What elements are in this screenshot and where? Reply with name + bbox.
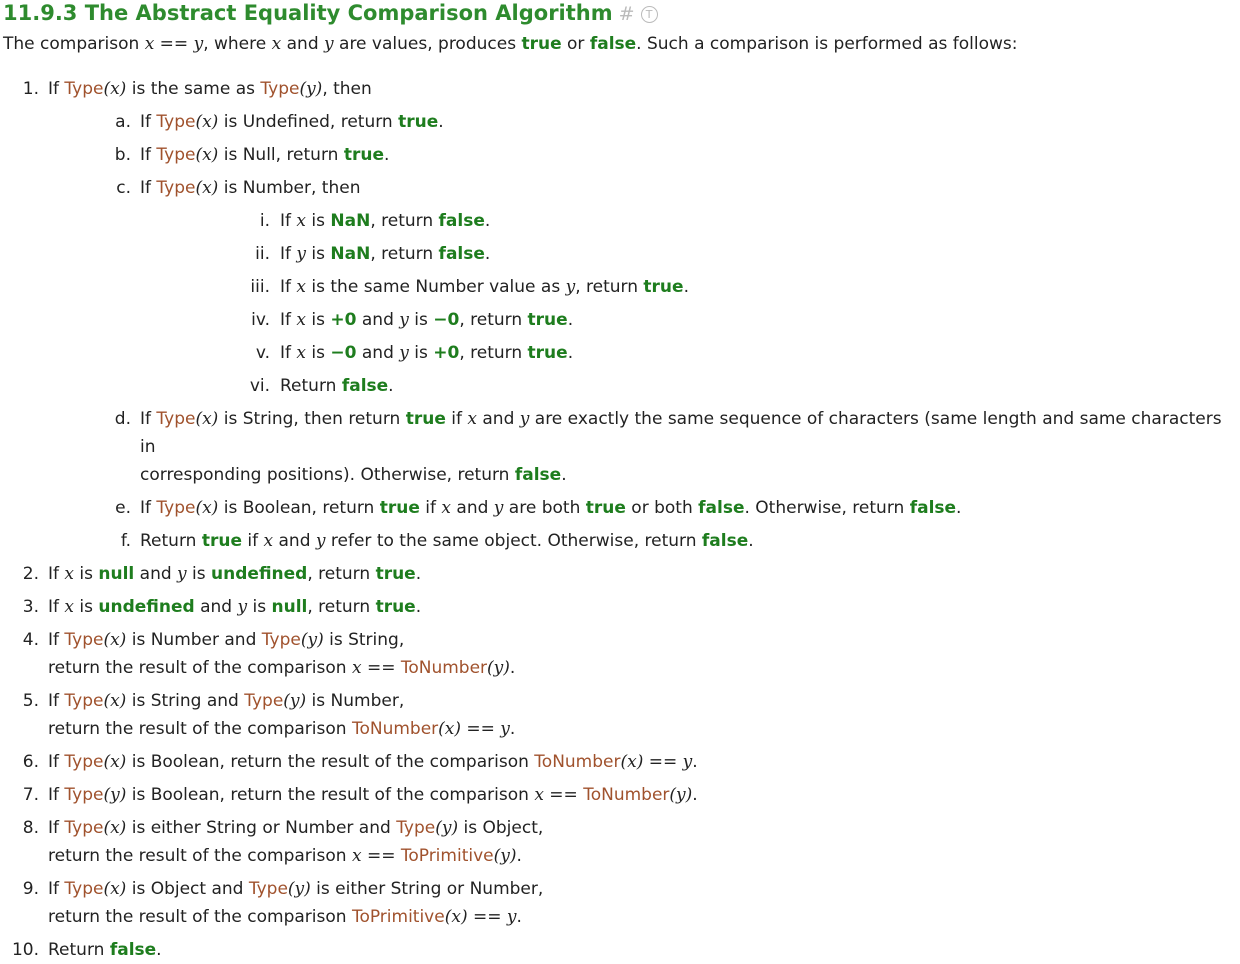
text: == <box>461 719 501 739</box>
text: If <box>140 112 157 132</box>
step-10 <box>3 936 1236 964</box>
step-marker: ii. <box>255 244 270 264</box>
variable: y <box>177 564 187 584</box>
text: are both <box>503 498 586 518</box>
step-text <box>48 814 1236 842</box>
variable: x <box>64 564 74 584</box>
step-marker: e. <box>115 498 131 518</box>
variable: x <box>64 597 74 617</box>
text: If <box>48 691 65 711</box>
type-link[interactable]: Type <box>260 79 300 99</box>
tonumber-link[interactable]: ToNumber <box>351 719 439 739</box>
variable: y <box>399 310 409 330</box>
keyword: false <box>698 498 745 518</box>
step-8 <box>3 814 1236 870</box>
step-marker: a. <box>115 112 131 132</box>
step-number: 6. <box>22 752 39 772</box>
step-4 <box>3 626 1236 682</box>
text: If <box>48 785 65 805</box>
variable: x <box>441 498 451 518</box>
step-text <box>280 306 1236 334</box>
variable: (x) <box>195 112 219 132</box>
step-text <box>48 936 1236 964</box>
step-text-continued <box>48 654 1236 682</box>
text: is the same as <box>126 79 261 99</box>
text: is String, <box>323 630 405 650</box>
keyword: true <box>375 597 416 617</box>
text: is Boolean, return <box>218 498 380 518</box>
text: is <box>306 211 331 231</box>
text: is Number, <box>306 691 405 711</box>
step-number: 8. <box>22 818 39 838</box>
step-1c-vi <box>140 372 1236 400</box>
text: is Number, then <box>218 178 361 198</box>
step-number: 7. <box>22 785 39 805</box>
step-marker: iv. <box>251 310 270 330</box>
text: Return <box>280 376 342 396</box>
keyword: true <box>643 277 684 297</box>
keyword: false <box>341 376 389 396</box>
text: If <box>140 498 157 518</box>
step-text-continued <box>48 903 1236 931</box>
variable: (x) <box>103 79 127 99</box>
step-marker: b. <box>114 145 131 165</box>
text: is Object and <box>126 879 249 899</box>
text: . <box>509 658 516 678</box>
step-text <box>280 339 1236 367</box>
keyword: null <box>271 597 308 617</box>
text: is <box>306 310 331 330</box>
step-1d <box>48 405 1236 489</box>
text: and <box>476 409 520 429</box>
variable: y <box>682 752 693 772</box>
text: is String and <box>126 691 245 711</box>
step-text <box>48 687 1236 715</box>
text: . Such a comparison is performed as follows: <box>636 34 1018 54</box>
var-y: y <box>193 34 204 54</box>
keyword: true <box>405 409 446 429</box>
step-3 <box>3 593 1236 621</box>
text: . <box>516 907 522 927</box>
text: . <box>692 785 698 805</box>
type-link[interactable]: Type <box>156 498 196 518</box>
variable: x <box>467 409 477 429</box>
variable: (y) <box>493 846 517 866</box>
keyword: null <box>98 564 135 584</box>
text: If <box>48 564 65 584</box>
text: . <box>956 498 962 518</box>
text: , return <box>575 277 644 297</box>
variable: (x) <box>103 818 127 838</box>
keyword: true <box>527 310 568 330</box>
step-6 <box>3 748 1236 776</box>
text: , then <box>322 79 372 99</box>
substeps-1c <box>140 207 1236 400</box>
text: . <box>567 343 574 363</box>
step-number: 9. <box>22 879 39 899</box>
step-marker: iii. <box>250 277 270 297</box>
text: and <box>273 531 316 551</box>
text: . <box>516 846 522 866</box>
text: , return <box>459 310 528 330</box>
step-text <box>48 748 1236 776</box>
variable: y <box>500 719 510 739</box>
text: If <box>140 145 157 165</box>
text: . <box>384 145 390 165</box>
text: if <box>419 498 442 518</box>
step-9 <box>3 875 1236 931</box>
step-text <box>48 626 1236 654</box>
variable: y <box>519 409 530 429</box>
step-text <box>48 781 1236 809</box>
text: is <box>408 310 434 330</box>
keyword: true <box>585 498 626 518</box>
step-1c-i <box>140 207 1236 235</box>
variable: (x) <box>195 498 219 518</box>
step-text <box>140 141 1236 169</box>
text: Return <box>48 940 110 960</box>
variable: (y) <box>299 79 323 99</box>
step-1a <box>48 108 1236 136</box>
text: . <box>415 564 422 584</box>
text: refer to the same object. Otherwise, return <box>325 531 702 551</box>
keyword: −0 <box>330 343 357 363</box>
text: If <box>280 211 297 231</box>
variable: y <box>315 531 326 551</box>
step-marker: f. <box>120 531 131 551</box>
keyword: +0 <box>433 343 460 363</box>
text: . <box>484 211 491 231</box>
step-5 <box>3 687 1236 743</box>
step-marker: vi. <box>249 376 270 396</box>
text: and <box>281 34 325 54</box>
text: is <box>247 597 272 617</box>
text: . <box>567 310 574 330</box>
keyword: false <box>109 940 157 960</box>
variable: y <box>296 244 307 264</box>
text: return the result of the comparison <box>48 658 352 678</box>
type-link[interactable]: Type <box>156 178 196 198</box>
text: . <box>438 112 444 132</box>
text: or <box>561 34 590 54</box>
keyword: −0 <box>433 310 460 330</box>
keyword: false <box>514 465 562 485</box>
text: Return <box>140 531 202 551</box>
variable: y <box>506 907 517 927</box>
text: If <box>280 343 297 363</box>
var-x: x <box>144 34 155 54</box>
text: If <box>140 409 157 429</box>
step-number: 10. <box>11 940 39 960</box>
variable: y <box>493 498 504 518</box>
text: . <box>683 277 689 297</box>
text: . <box>484 244 491 264</box>
type-link[interactable]: Type <box>396 818 436 838</box>
type-link[interactable]: Type <box>248 879 288 899</box>
variable: (x) <box>195 409 219 429</box>
step-number: 4. <box>22 630 39 650</box>
text: is Boolean, return the result of the comparison <box>126 752 535 772</box>
keyword: true <box>375 564 416 584</box>
text: , return <box>307 564 376 584</box>
variable: (x) <box>620 752 644 772</box>
text: are exactly the same sequence of characters (same length and same characters in <box>140 409 1222 457</box>
text: == <box>361 846 401 866</box>
type-link[interactable]: Type <box>261 630 301 650</box>
section-heading <box>3 0 1236 26</box>
step-text <box>140 494 1236 522</box>
type-link[interactable]: Type <box>64 752 104 772</box>
keyword: true <box>201 531 242 551</box>
keyword: +0 <box>330 310 357 330</box>
text: If <box>280 310 297 330</box>
variable: (y) <box>300 630 324 650</box>
text: is Null, return <box>218 145 344 165</box>
step-marker: d. <box>114 409 131 429</box>
tonumber-link[interactable]: ToNumber <box>400 658 488 678</box>
step-text <box>280 240 1236 268</box>
variable: (y) <box>435 818 459 838</box>
text: , return <box>370 244 439 264</box>
keyword: true <box>527 343 568 363</box>
text: . <box>509 719 516 739</box>
step-text <box>48 75 1236 103</box>
text: is <box>408 343 434 363</box>
text: If <box>48 79 65 99</box>
step-1 <box>3 75 1236 555</box>
variable: y <box>399 343 409 363</box>
text: is Boolean, return the result of the comparison <box>126 785 535 805</box>
variable: (x) <box>438 719 461 739</box>
text: is either String or Number, <box>310 879 544 899</box>
step-1c-iv <box>140 306 1236 334</box>
type-link[interactable]: Type <box>64 79 104 99</box>
step-1e <box>48 494 1236 522</box>
text: and <box>356 310 400 330</box>
var-x: x <box>271 34 282 54</box>
step-number: 5. <box>22 691 39 711</box>
variable: x <box>296 277 306 297</box>
text: is <box>74 597 99 617</box>
text: If <box>48 597 65 617</box>
text: == <box>361 658 401 678</box>
type-link[interactable]: Type <box>64 818 104 838</box>
step-marker: v. <box>255 343 270 363</box>
text: is either String or Number and <box>126 818 397 838</box>
text: . <box>692 752 698 772</box>
keyword-true: true <box>521 34 562 54</box>
type-link[interactable]: Type <box>244 691 284 711</box>
text: If <box>48 752 65 772</box>
text: return the result of the comparison <box>48 719 352 739</box>
text: are values, produces <box>333 34 522 54</box>
step-number: 1. <box>22 79 39 99</box>
text: is Object, <box>458 818 544 838</box>
variable: x <box>351 846 362 866</box>
variable: (x) <box>103 630 127 650</box>
operator: == <box>154 34 194 54</box>
intro-paragraph <box>3 29 1236 59</box>
algorithm-steps <box>3 75 1236 964</box>
type-link[interactable]: Type <box>156 409 196 429</box>
step-text <box>140 108 1236 136</box>
text: If <box>48 630 65 650</box>
text: and <box>356 343 400 363</box>
step-text <box>48 560 1236 588</box>
variable: x <box>296 211 306 231</box>
text: , return <box>370 211 439 231</box>
variable: x <box>296 310 306 330</box>
step-text <box>280 372 1236 400</box>
text: is <box>306 343 331 363</box>
text: is <box>306 244 331 264</box>
text: . Otherwise, return <box>744 498 910 518</box>
type-link[interactable]: Type <box>64 630 104 650</box>
text: return the result of the comparison <box>48 846 352 866</box>
keyword: false <box>701 531 749 551</box>
text: is the same Number value as <box>306 277 566 297</box>
text: . <box>561 465 567 485</box>
text: == <box>543 785 584 805</box>
variable: y <box>237 597 248 617</box>
step-text <box>140 174 1236 202</box>
keyword: NaN <box>330 244 371 264</box>
step-text <box>48 593 1236 621</box>
variable: x <box>534 785 544 805</box>
variable: x <box>296 343 306 363</box>
text: and <box>134 564 178 584</box>
step-1c-v <box>140 339 1236 367</box>
step-marker: i. <box>259 211 270 231</box>
step-number: 3. <box>22 597 39 617</box>
keyword-false: false <box>589 34 637 54</box>
variable: (x) <box>103 879 127 899</box>
text: == <box>467 907 507 927</box>
type-link[interactable]: Type <box>156 112 196 132</box>
text: If <box>48 818 65 838</box>
text: is <box>74 564 99 584</box>
keyword: true <box>343 145 384 165</box>
keyword: false <box>438 244 485 264</box>
text: and <box>451 498 494 518</box>
text: return the result of the comparison <box>48 907 352 927</box>
keyword: false <box>909 498 957 518</box>
variable: y <box>565 277 576 297</box>
step-2 <box>3 560 1236 588</box>
step-1c-iii <box>140 273 1236 301</box>
step-number: 2. <box>22 564 39 584</box>
step-marker: c. <box>116 178 131 198</box>
variable: (y) <box>487 658 510 678</box>
text: , return <box>307 597 376 617</box>
type-link[interactable]: Type <box>64 691 104 711</box>
variable: x <box>351 658 362 678</box>
variable: (x) <box>103 752 127 772</box>
step-1f <box>48 527 1236 555</box>
variable: (y) <box>103 785 127 805</box>
toprimitive-link[interactable]: ToPrimitive <box>351 907 445 927</box>
text: . <box>415 597 422 617</box>
text: If <box>280 277 297 297</box>
substeps-1 <box>48 108 1236 555</box>
type-link[interactable]: Type <box>156 145 196 165</box>
keyword: NaN <box>330 211 371 231</box>
tonumber-link[interactable]: ToNumber <box>583 785 670 805</box>
text: is Number and <box>126 630 262 650</box>
step-text-continued <box>48 842 1236 870</box>
text: is Undefined, return <box>218 112 399 132</box>
keyword: true <box>379 498 420 518</box>
variable: (y) <box>283 691 307 711</box>
toprimitive-link[interactable]: ToPrimitive <box>400 846 494 866</box>
text: if <box>445 409 468 429</box>
variable: (x) <box>195 145 219 165</box>
step-text <box>280 207 1236 235</box>
section-anchor-link[interactable]: # <box>618 3 635 25</box>
variable: (y) <box>287 879 311 899</box>
text: or both <box>625 498 699 518</box>
text: , return <box>459 343 528 363</box>
var-y: y <box>324 34 334 54</box>
step-text <box>140 527 1236 555</box>
type-link[interactable]: Type <box>64 879 104 899</box>
text: is <box>186 564 212 584</box>
text: If <box>48 879 65 899</box>
keyword: undefined <box>98 597 195 617</box>
variable: (x) <box>103 691 127 711</box>
text: If <box>140 178 157 198</box>
text: corresponding positions). Otherwise, return <box>140 465 515 485</box>
keyword: false <box>438 211 485 231</box>
type-link[interactable]: Type <box>64 785 104 805</box>
text: If <box>280 244 297 264</box>
text: is String, then return <box>218 409 406 429</box>
text: and <box>194 597 238 617</box>
step-text-continued <box>140 461 1236 489</box>
step-text <box>280 273 1236 301</box>
text: == <box>643 752 683 772</box>
step-text <box>48 875 1236 903</box>
step-1b <box>48 141 1236 169</box>
text: . <box>748 531 754 551</box>
step-7 <box>3 781 1236 809</box>
variable: (x) <box>195 178 219 198</box>
variable: (y) <box>669 785 693 805</box>
text: , where <box>203 34 272 54</box>
variable: x <box>263 531 274 551</box>
variable: (x) <box>444 907 468 927</box>
text: if <box>241 531 264 551</box>
text: . <box>156 940 162 960</box>
tonumber-link[interactable]: ToNumber <box>534 752 621 772</box>
info-circle-icon[interactable]: T <box>641 6 658 23</box>
text: The comparison <box>3 34 145 54</box>
step-1c <box>48 174 1236 400</box>
text: . <box>388 376 394 396</box>
step-text <box>140 405 1236 461</box>
heading-title: 11.9.3 The Abstract Equality Comparison Algorithm <box>3 1 613 25</box>
keyword: true <box>398 112 439 132</box>
keyword: undefined <box>211 564 308 584</box>
step-text-continued <box>48 715 1236 743</box>
step-1c-ii <box>140 240 1236 268</box>
